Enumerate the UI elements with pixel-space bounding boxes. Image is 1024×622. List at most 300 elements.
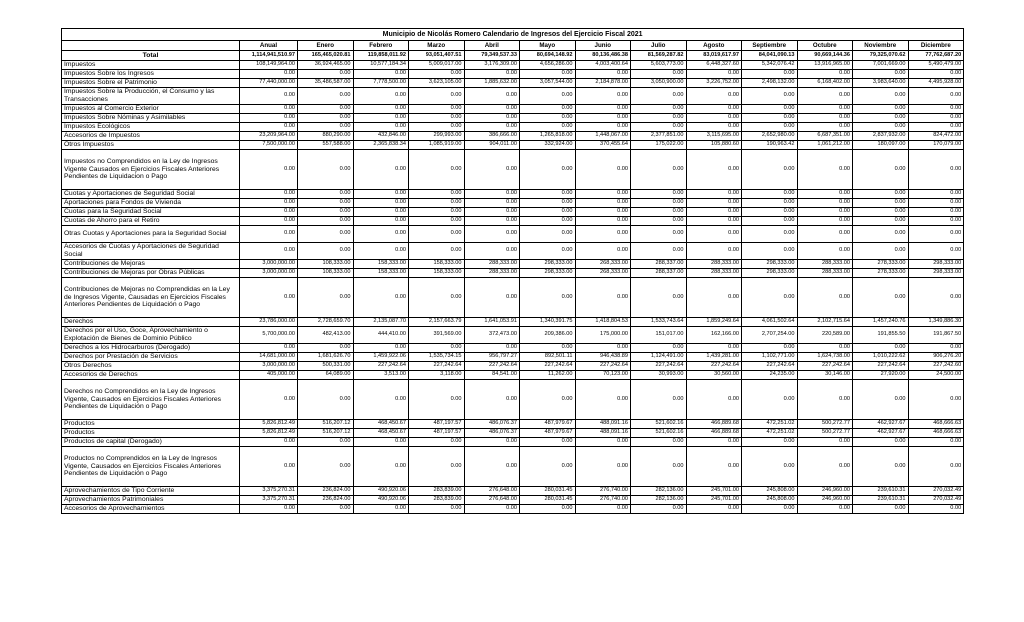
row-value: 892,501.11: [520, 353, 576, 362]
row-value: 0.00: [298, 150, 354, 190]
table-row: [62, 132, 964, 141]
total-row: [62, 51, 964, 61]
table-row: [62, 105, 964, 114]
row-label: Cuotas de Ahorro para el Retiro: [62, 217, 240, 226]
row-value: 158,333.00: [409, 260, 465, 269]
total-value: 80,136,486.38: [575, 51, 631, 61]
row-value: 0.00: [520, 70, 576, 79]
total-label: Total: [62, 51, 240, 61]
row-value: 0.00: [631, 438, 687, 447]
row-value: 276,740.00: [575, 496, 631, 505]
row-value: 0.00: [853, 243, 909, 260]
row-value: 0.00: [797, 150, 853, 190]
row-value: 0.00: [631, 114, 687, 123]
row-value: 0.00: [631, 70, 687, 79]
row-value: 0.00: [409, 380, 465, 420]
row-label: Impuestos Sobre la Producción, el Consumo y las Transacciones: [62, 88, 240, 105]
row-value: 0.00: [353, 217, 409, 226]
row-value: 0.00: [298, 217, 354, 226]
row-value: 0.00: [240, 150, 298, 190]
row-value: 0.00: [520, 217, 576, 226]
row-value: 0.00: [520, 447, 576, 487]
row-value: 0.00: [353, 105, 409, 114]
row-value: 0.00: [686, 150, 742, 190]
row-value: 0.00: [908, 199, 964, 208]
row-label: Impuestos Ecológicos: [62, 123, 240, 132]
row-value: 1,061,212.00: [797, 141, 853, 150]
row-value: 0.00: [742, 243, 798, 260]
row-label: Productos de capital (Derogado): [62, 438, 240, 447]
table-row: [62, 70, 964, 79]
row-label: Contribuciones de Mejoras no Comprendidas en la Ley de Ingresos Vigente, Causadas en Ejercicios Fiscales Anteriores Pendientes de Liquidación o Pago: [62, 278, 240, 318]
row-label: Productos: [62, 429, 240, 438]
row-value: 405,000.00: [240, 371, 298, 380]
table-row: [62, 362, 964, 371]
row-value: 0.00: [353, 114, 409, 123]
row-value: 0.00: [686, 438, 742, 447]
row-value: 0.00: [853, 150, 909, 190]
row-value: 227,242.64: [631, 362, 687, 371]
row-value: 3,115,695.00: [686, 132, 742, 141]
row-value: 1,124,491.00: [631, 353, 687, 362]
row-value: 84,541.00: [464, 371, 520, 380]
table-row: [62, 114, 964, 123]
row-value: 170,079.00: [908, 141, 964, 150]
row-value: 5,826,812.49: [240, 420, 298, 429]
row-value: 298,333.00: [908, 260, 964, 269]
row-label: Impuestos Sobre Nóminas y Asimilables: [62, 114, 240, 123]
income-calendar-table: [61, 28, 964, 514]
row-value: 0.00: [575, 190, 631, 199]
row-value: 0.00: [520, 278, 576, 318]
total-value: 83,019,617.97: [686, 51, 742, 61]
row-value: 10,577,184.34: [353, 61, 409, 70]
row-value: 270,032.49: [908, 487, 964, 496]
row-value: 236,824.00: [298, 487, 354, 496]
row-value: 1,439,281.00: [686, 353, 742, 362]
row-label: Accesorios de Aprovechamientos: [62, 505, 240, 514]
row-value: 0.00: [353, 438, 409, 447]
row-value: 0.00: [409, 447, 465, 487]
row-value: 0.00: [575, 447, 631, 487]
row-value: 490,920.06: [353, 487, 409, 496]
row-value: 0.00: [742, 105, 798, 114]
row-value: 0.00: [520, 114, 576, 123]
row-value: 0.00: [797, 105, 853, 114]
row-value: 2,365,838.34: [353, 141, 409, 150]
row-value: 500,272.77: [797, 429, 853, 438]
row-value: 1,859,249.64: [686, 318, 742, 327]
row-value: 1,457,240.76: [853, 318, 909, 327]
row-value: 0.00: [240, 217, 298, 226]
row-value: 444,410.00: [353, 327, 409, 344]
row-value: 0.00: [520, 208, 576, 217]
row-value: 0.00: [797, 226, 853, 243]
row-value: 0.00: [686, 88, 742, 105]
row-value: 270,032.49: [908, 496, 964, 505]
row-value: 227,242.64: [742, 362, 798, 371]
row-value: 0.00: [797, 380, 853, 420]
row-value: 0.00: [575, 438, 631, 447]
row-value: 0.00: [240, 190, 298, 199]
row-value: 0.00: [464, 208, 520, 217]
row-value: 4,495,928.00: [908, 79, 964, 88]
row-value: 1,641,053.91: [464, 318, 520, 327]
row-value: 0.00: [853, 226, 909, 243]
row-value: 0.00: [631, 217, 687, 226]
row-label: Aportaciones para Fondos de Vivienda: [62, 199, 240, 208]
row-value: 0.00: [853, 88, 909, 105]
row-value: 3,375,270.31: [240, 487, 298, 496]
row-value: 0.00: [409, 190, 465, 199]
row-value: 191,855.50: [853, 327, 909, 344]
row-value: 190,963.42: [742, 141, 798, 150]
income-calendar-sheet: [61, 28, 964, 514]
row-value: 906,276.20: [908, 353, 964, 362]
column-header: Agosto: [686, 41, 742, 51]
row-value: 0.00: [298, 199, 354, 208]
row-value: 220,589.00: [797, 327, 853, 344]
total-value: 80,694,148.92: [520, 51, 576, 61]
row-value: 0.00: [631, 190, 687, 199]
row-value: 0.00: [853, 70, 909, 79]
row-value: 0.00: [298, 208, 354, 217]
row-value: 487,979.67: [520, 420, 576, 429]
row-value: 0.00: [631, 380, 687, 420]
row-value: 0.00: [240, 208, 298, 217]
table-row: [62, 61, 964, 70]
row-value: 0.00: [797, 208, 853, 217]
column-header: Octubre: [797, 41, 853, 51]
row-value: 0.00: [908, 190, 964, 199]
row-value: 0.00: [353, 123, 409, 132]
row-value: 0.00: [353, 70, 409, 79]
row-value: 486,076.37: [464, 429, 520, 438]
row-value: 180,097.00: [853, 141, 909, 150]
row-value: 0.00: [240, 105, 298, 114]
row-value: 0.00: [240, 114, 298, 123]
row-value: 0.00: [520, 105, 576, 114]
row-value: 288,333.00: [464, 269, 520, 278]
row-value: 0.00: [353, 243, 409, 260]
row-value: 557,588.00: [298, 141, 354, 150]
row-value: 105,880.60: [686, 141, 742, 150]
table-row: [62, 278, 964, 318]
row-value: 0.00: [686, 114, 742, 123]
row-value: 0.00: [908, 70, 964, 79]
row-value: 0.00: [520, 243, 576, 260]
row-value: 0.00: [908, 88, 964, 105]
row-value: 0.00: [575, 344, 631, 353]
table-row: [62, 79, 964, 88]
row-value: 0.00: [853, 208, 909, 217]
row-value: 299,993.00: [409, 132, 465, 141]
row-value: 5,009,017.00: [409, 61, 465, 70]
row-value: 0.00: [742, 123, 798, 132]
row-value: 2,837,932.00: [853, 132, 909, 141]
row-label: Aprovechamientos de Tipo Corriente: [62, 487, 240, 496]
row-value: 0.00: [520, 226, 576, 243]
row-value: 2,377,851.00: [631, 132, 687, 141]
row-value: 0.00: [464, 438, 520, 447]
total-value: 79,349,537.33: [464, 51, 520, 61]
table-row: [62, 380, 964, 420]
table-row: [62, 141, 964, 150]
row-value: 0.00: [853, 344, 909, 353]
row-value: 0.00: [742, 199, 798, 208]
row-value: 0.00: [686, 70, 742, 79]
row-value: 0.00: [853, 190, 909, 199]
table-row: [62, 344, 964, 353]
row-label: Derechos no Comprendidos en la Ley de Ingresos Vigente, Causados en Ejercicios Fiscales Anteriores Pendientes de Liquidación o Pago: [62, 380, 240, 420]
row-value: 245,808.00: [742, 487, 798, 496]
row-value: 0.00: [908, 505, 964, 514]
row-value: 0.00: [409, 438, 465, 447]
row-value: 175,022.00: [631, 141, 687, 150]
row-value: 298,333.00: [520, 260, 576, 269]
row-value: 0.00: [520, 199, 576, 208]
total-value: 79,325,070.62: [853, 51, 909, 61]
row-value: 372,473.00: [464, 327, 520, 344]
row-value: 472,251.02: [742, 429, 798, 438]
row-value: 468,666.63: [908, 429, 964, 438]
table-row: [62, 438, 964, 447]
row-value: 0.00: [575, 88, 631, 105]
row-value: 0.00: [464, 505, 520, 514]
row-value: 0.00: [240, 243, 298, 260]
row-label: Otras Cuotas y Aportaciones para la Seguridad Social: [62, 226, 240, 243]
row-value: 0.00: [353, 190, 409, 199]
row-value: 0.00: [240, 70, 298, 79]
row-value: 0.00: [298, 505, 354, 514]
row-value: 0.00: [908, 243, 964, 260]
row-value: 462,927.67: [853, 429, 909, 438]
row-label: Derechos: [62, 318, 240, 327]
row-value: 0.00: [853, 380, 909, 420]
row-value: 0.00: [409, 226, 465, 243]
row-value: 0.00: [631, 344, 687, 353]
row-value: 35,486,587.00: [298, 79, 354, 88]
row-value: 0.00: [353, 380, 409, 420]
row-value: 4,061,502.64: [742, 318, 798, 327]
row-value: 0.00: [797, 243, 853, 260]
total-value: 77,762,687.20: [908, 51, 964, 61]
row-value: 288,333.00: [797, 269, 853, 278]
row-value: 0.00: [298, 344, 354, 353]
row-value: 0.00: [908, 208, 964, 217]
row-value: 0.00: [353, 344, 409, 353]
row-value: 282,136.00: [631, 496, 687, 505]
row-value: 0.00: [575, 226, 631, 243]
header-blank-cell: [62, 41, 240, 51]
row-value: 2,728,659.70: [298, 318, 354, 327]
row-value: 468,450.67: [353, 420, 409, 429]
table-row: [62, 371, 964, 380]
row-value: 0.00: [797, 438, 853, 447]
row-value: 288,333.00: [686, 269, 742, 278]
row-value: 30,146.00: [797, 371, 853, 380]
row-value: 0.00: [353, 505, 409, 514]
row-value: 0.00: [797, 199, 853, 208]
column-header: Enero: [298, 41, 354, 51]
row-value: 1,885,632.00: [464, 79, 520, 88]
row-value: 0.00: [240, 123, 298, 132]
row-value: 0.00: [686, 199, 742, 208]
row-value: 6,687,351.00: [797, 132, 853, 141]
row-value: 0.00: [409, 105, 465, 114]
row-value: 0.00: [575, 123, 631, 132]
row-value: 3,000,000.00: [240, 362, 298, 371]
row-value: 2,157,663.79: [409, 318, 465, 327]
row-value: 0.00: [464, 226, 520, 243]
row-value: 77,440,000.00: [240, 79, 298, 88]
row-value: 6,168,402.00: [797, 79, 853, 88]
row-value: 0.00: [353, 199, 409, 208]
row-value: 0.00: [742, 217, 798, 226]
row-value: 1,681,626.70: [298, 353, 354, 362]
row-value: 246,960.00: [797, 487, 853, 496]
row-value: 0.00: [631, 199, 687, 208]
table-row: [62, 269, 964, 278]
row-value: 288,333.00: [464, 260, 520, 269]
row-value: 0.00: [797, 344, 853, 353]
row-value: 0.00: [742, 114, 798, 123]
row-value: 162,166.00: [686, 327, 742, 344]
row-value: 0.00: [853, 199, 909, 208]
row-value: 298,333.00: [520, 269, 576, 278]
row-value: 0.00: [742, 438, 798, 447]
row-value: 0.00: [298, 105, 354, 114]
row-value: 24,500.00: [908, 371, 964, 380]
column-header: Diciembre: [908, 41, 964, 51]
row-value: 0.00: [742, 208, 798, 217]
row-value: 472,251.02: [742, 420, 798, 429]
row-value: 0.00: [686, 243, 742, 260]
row-value: 1,349,886.30: [908, 318, 964, 327]
table-row: [62, 260, 964, 269]
row-value: 0.00: [686, 505, 742, 514]
row-value: 0.00: [240, 438, 298, 447]
row-value: 0.00: [298, 123, 354, 132]
row-label: Impuestos al Comercio Exterior: [62, 105, 240, 114]
row-value: 3,513.00: [353, 371, 409, 380]
row-value: 1,340,391.75: [520, 318, 576, 327]
row-value: 0.00: [298, 88, 354, 105]
row-value: 268,333.00: [575, 269, 631, 278]
row-value: 298,333.00: [908, 269, 964, 278]
row-value: 490,920.06: [353, 496, 409, 505]
row-value: 282,136.00: [631, 487, 687, 496]
row-value: 0.00: [298, 70, 354, 79]
table-row: [62, 123, 964, 132]
row-value: 946,438.89: [575, 353, 631, 362]
row-value: 0.00: [464, 150, 520, 190]
column-header: Anual: [240, 41, 298, 51]
row-value: 227,242.64: [520, 362, 576, 371]
row-value: 5,342,076.42: [742, 61, 798, 70]
row-value: 0.00: [742, 447, 798, 487]
row-value: 70,123.00: [575, 371, 631, 380]
row-value: 0.00: [742, 226, 798, 243]
row-value: 0.00: [631, 123, 687, 132]
row-value: 2,707,254.00: [742, 327, 798, 344]
total-value: 165,465,020.81: [298, 51, 354, 61]
row-label: Cuotas para la Seguridad Social: [62, 208, 240, 217]
row-value: 0.00: [853, 505, 909, 514]
row-value: 0.00: [853, 217, 909, 226]
row-value: 158,333.00: [409, 269, 465, 278]
row-value: 0.00: [575, 199, 631, 208]
row-value: 0.00: [797, 505, 853, 514]
row-value: 191,867.50: [908, 327, 964, 344]
row-value: 0.00: [575, 70, 631, 79]
row-value: 904,011.00: [464, 141, 520, 150]
row-value: 3,000,000.00: [240, 260, 298, 269]
row-value: 280,031.45: [520, 496, 576, 505]
row-value: 5,826,812.49: [240, 429, 298, 438]
row-label: Impuestos no Comprendidos en la Ley de Ingresos Vigente Causados en Ejercicios Fiscales Anteriores Pendientes de Liquidacion o Pago: [62, 150, 240, 190]
row-value: 466,889.68: [686, 429, 742, 438]
table-row: [62, 429, 964, 438]
row-value: 0.00: [464, 199, 520, 208]
row-value: 0.00: [575, 150, 631, 190]
row-value: 0.00: [797, 217, 853, 226]
row-value: 0.00: [409, 114, 465, 123]
row-label: Cuotas y Aportaciones de Seguridad Social: [62, 190, 240, 199]
row-value: 0.00: [464, 278, 520, 318]
row-value: 27,920.00: [853, 371, 909, 380]
row-value: 0.00: [742, 88, 798, 105]
row-value: 2,652,980.00: [742, 132, 798, 141]
row-value: 1,265,818.00: [520, 132, 576, 141]
row-value: 30,560.00: [686, 371, 742, 380]
row-value: 0.00: [575, 505, 631, 514]
row-value: 245,701.00: [686, 496, 742, 505]
table-row: [62, 88, 964, 105]
row-value: 3,176,309.00: [464, 61, 520, 70]
row-value: 288,333.00: [797, 260, 853, 269]
row-value: 0.00: [464, 105, 520, 114]
row-value: 516,207.12: [298, 429, 354, 438]
row-value: 0.00: [240, 380, 298, 420]
row-label: Impuestos Sobre el Patrimonio: [62, 79, 240, 88]
row-value: 276,740.00: [575, 487, 631, 496]
row-value: 0.00: [575, 105, 631, 114]
row-value: 466,889.68: [686, 420, 742, 429]
row-label: Derechos por Prestación de Servicios: [62, 353, 240, 362]
row-value: 3,057,544.00: [520, 79, 576, 88]
row-value: 5,700,000.00: [240, 327, 298, 344]
column-header: Marzo: [409, 41, 465, 51]
row-label: Contribuciones de Mejoras por Obras Públicas: [62, 269, 240, 278]
row-value: 4,003,400.64: [575, 61, 631, 70]
row-value: 487,197.57: [409, 429, 465, 438]
row-value: 7,500,000.00: [240, 141, 298, 150]
row-value: 0.00: [520, 150, 576, 190]
row-value: 0.00: [464, 380, 520, 420]
row-value: 0.00: [409, 208, 465, 217]
row-value: 288,333.00: [686, 260, 742, 269]
row-value: 500,272.77: [797, 420, 853, 429]
row-value: 3,623,105.00: [409, 79, 465, 88]
row-value: 486,076.37: [464, 420, 520, 429]
row-value: 468,666.63: [908, 420, 964, 429]
row-value: 0.00: [797, 114, 853, 123]
table-row: [62, 190, 964, 199]
row-value: 0.00: [742, 380, 798, 420]
table-row: [62, 150, 964, 190]
row-value: 0.00: [464, 243, 520, 260]
